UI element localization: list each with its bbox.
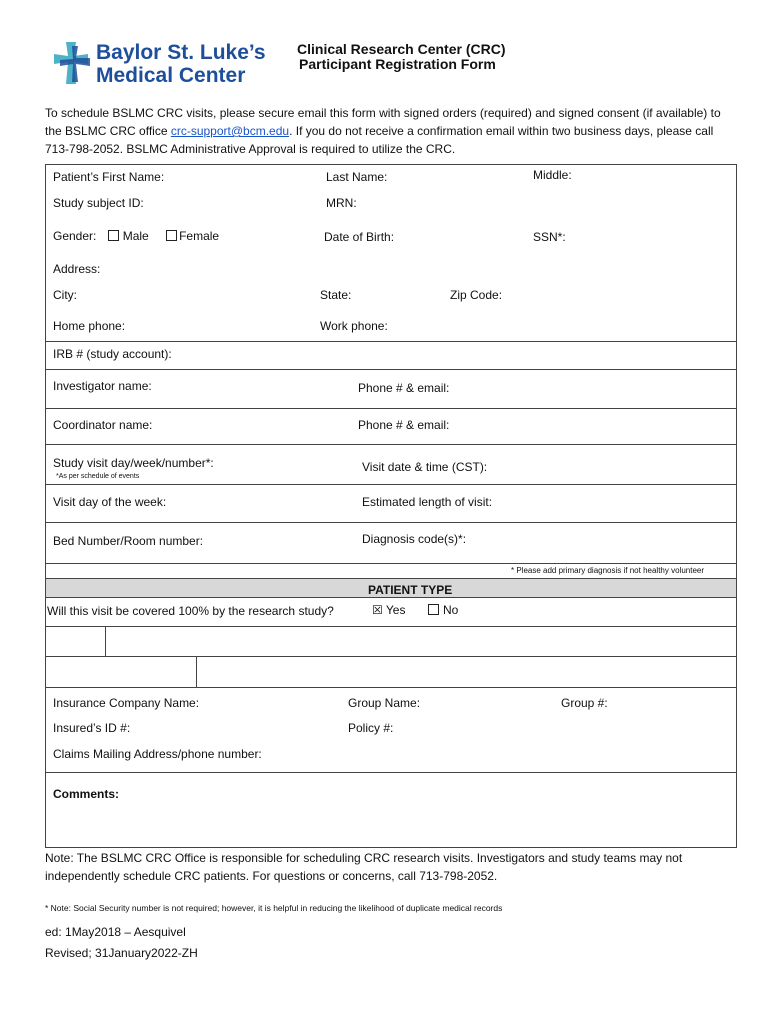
- gender-label: Gender:: [53, 229, 97, 243]
- yes-checkbox-checked[interactable]: ☒: [372, 603, 383, 617]
- visit-number-label: Study visit day/week/number*:: [53, 456, 214, 470]
- group-name-label: Group Name:: [348, 696, 421, 710]
- middle-label: Middle:: [533, 168, 572, 182]
- visit-number-note: *As per schedule of events: [56, 473, 140, 480]
- male-checkbox[interactable]: [108, 230, 119, 241]
- visit-weekday-label: Visit day of the week:: [53, 495, 167, 509]
- claims-address-label: Claims Mailing Address/phone number:: [53, 747, 262, 761]
- male-label: Male: [122, 229, 149, 243]
- revised-by: Revised; 31January2022-ZH: [45, 946, 198, 960]
- female-checkbox[interactable]: [166, 230, 177, 241]
- scheduling-note: Note: The BSLMC CRC Office is responsible for scheduling CRC research visits. Investigators and study teams may not independently schedule CRC patients. For questions or concerns, call 713-798-2052.: [45, 851, 683, 883]
- divider: [45, 522, 737, 523]
- divider: [45, 687, 737, 688]
- insured-id-label: Insured’s ID #:: [53, 721, 131, 735]
- policy-label: Policy #:: [348, 721, 394, 735]
- divider: [45, 484, 737, 485]
- group-number-label: Group #:: [561, 696, 608, 710]
- logo: [52, 40, 267, 90]
- crc-email-link[interactable]: crc-support@bcm.edu: [170, 124, 290, 138]
- divider: [45, 597, 737, 598]
- female-label: Female: [179, 229, 220, 243]
- divider: [45, 563, 737, 564]
- divider: [45, 772, 737, 773]
- edited-by: ed: 1May2018 – Aesquivel: [45, 925, 186, 939]
- logo-line2: Medical Center: [96, 64, 246, 87]
- divider: [45, 408, 737, 409]
- divider: [45, 656, 737, 657]
- form-title-line1: Clinical Research Center (CRC): [297, 41, 506, 57]
- address-label: Address:: [53, 262, 101, 276]
- yes-label: Yes: [385, 603, 406, 617]
- no-label: No: [443, 603, 459, 617]
- gender-field: [53, 229, 219, 243]
- intro-paragraph: [45, 104, 735, 158]
- logo-line1: Baylor St. Luke’s: [96, 41, 266, 64]
- divider: [45, 369, 737, 370]
- intro-text-2: . If you do not receive a confirmation email within two business days, please call 713-798-2052. BSLMC Administrative Approval is required to utilize the CRC.: [45, 124, 714, 156]
- home-phone-label: Home phone:: [53, 319, 126, 333]
- visit-length-label: Estimated length of visit:: [362, 495, 493, 509]
- visit-datetime-label: Visit date & time (CST):: [362, 460, 488, 474]
- divider: [45, 341, 737, 342]
- irb-label: IRB # (study account):: [53, 347, 172, 361]
- work-phone-label: Work phone:: [320, 319, 388, 333]
- first-name-label: Patient’s First Name:: [53, 170, 165, 184]
- coverage-no-option[interactable]: [420, 603, 458, 617]
- insurance-company-label: Insurance Company Name:: [53, 696, 200, 710]
- coverage-yes-option[interactable]: [372, 603, 405, 617]
- ssn-note: * Note: Social Security number is not required; however, it is helpful in reducing the likelihood of duplicate medical records: [45, 903, 503, 913]
- investigator-label: Investigator name:: [53, 379, 152, 393]
- coordinator-label: Coordinator name:: [53, 418, 153, 432]
- last-name-label: Last Name:: [326, 170, 388, 184]
- table-cell-divider: [196, 656, 197, 687]
- ssn-label: SSN*:: [533, 230, 566, 244]
- diagnosis-note: * Please add primary diagnosis if not healthy volunteer: [511, 566, 704, 575]
- bed-room-label: Bed Number/Room number:: [53, 534, 204, 548]
- city-label: City:: [53, 288, 77, 302]
- intro-text-1: To schedule BSLMC CRC visits, please secure email this form with signed orders (required) and signed consent (if available) to the BSLMC CRC office: [45, 106, 721, 138]
- mrn-label: MRN:: [326, 196, 357, 210]
- patient-type-heading: PATIENT TYPE: [368, 583, 453, 597]
- divider: [45, 444, 737, 445]
- coordinator-phone-label: Phone # & email:: [358, 418, 450, 432]
- dob-label: Date of Birth:: [324, 230, 395, 244]
- form-title-line2: Participant Registration Form: [299, 56, 496, 72]
- zip-label: Zip Code:: [450, 288, 503, 302]
- table-cell-divider: [105, 626, 106, 656]
- state-label: State:: [320, 288, 352, 302]
- comments-label: Comments:: [53, 787, 120, 801]
- coverage-question: Will this visit be covered 100% by the research study?: [47, 604, 334, 618]
- investigator-phone-label: Phone # & email:: [358, 381, 450, 395]
- study-subject-id-label: Study subject ID:: [53, 196, 144, 210]
- no-checkbox[interactable]: [428, 604, 439, 615]
- divider: [45, 626, 737, 627]
- diagnosis-label: Diagnosis code(s)*:: [362, 532, 467, 546]
- logo-mark-icon: [52, 40, 94, 86]
